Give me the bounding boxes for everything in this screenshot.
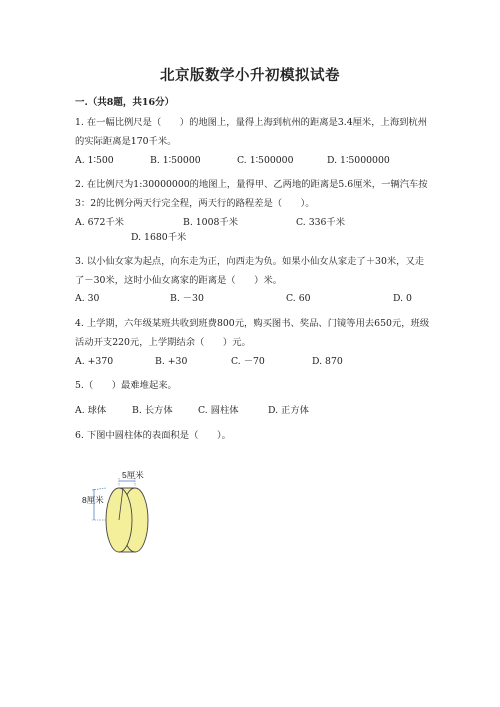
page-title: 北京版数学小升初模拟试卷	[160, 67, 340, 84]
height-label: 8厘米	[82, 495, 104, 505]
question-4: 4. 上学期，六年级某班共收到班费800元，购买图书、奖品、门镜等用去650元，班级活动开支220元，上学期结余（ ）元。	[75, 318, 430, 348]
question-6: 6. 下图中圆柱体的表面积是（ ）。	[75, 430, 231, 441]
section-heading: 一.（共8题，共16分）	[75, 97, 175, 108]
question-2: 2. 在比例尺为1:30000000的地图上，量得甲、乙两地的距离是5.6厘米，一辆汽车按3：2的比例分两天行完全程，两天行的路程差是（ ）。	[75, 179, 428, 209]
option-d[interactable]: D. 0	[393, 293, 412, 304]
option-d[interactable]: D. 正方体	[268, 405, 309, 416]
option-b[interactable]: B. 1008千米	[183, 217, 238, 228]
option-d[interactable]: D. 1∶5000000	[327, 155, 390, 166]
option-a[interactable]: A. 30	[75, 293, 100, 304]
option-a[interactable]: A. 1∶500	[75, 155, 114, 166]
option-b[interactable]: B. 1∶50000	[150, 155, 201, 166]
option-c[interactable]: C. 1∶500000	[237, 155, 294, 166]
question-1: 1. 在一幅比例尺是（ ）的地图上，量得上海到杭州的距离是3.4厘米，上海到杭州的实际距离是170千米。	[75, 117, 428, 147]
option-a[interactable]: A. 672千米	[75, 217, 124, 228]
question-5: 5.（ ）最难堆起来。	[75, 380, 177, 391]
option-b[interactable]: B. +30	[155, 356, 188, 367]
option-a[interactable]: A. +370	[75, 356, 114, 367]
option-d[interactable]: D. 1680千米	[131, 232, 187, 243]
question-3: 3. 以小仙女家为起点，向东走为正，向西走为负。如果小仙女从家走了＋30米，又走了－30米，这时小仙女离家的距离是（ ）米。	[75, 256, 425, 286]
option-c[interactable]: C. 60	[286, 293, 311, 304]
cylinder-figure	[80, 465, 170, 565]
option-a[interactable]: A. 球体	[75, 405, 107, 416]
option-c[interactable]: C. 336千米	[296, 217, 346, 228]
option-c[interactable]: C. 圆柱体	[198, 405, 239, 416]
option-b[interactable]: B. 长方体	[132, 405, 173, 416]
option-d[interactable]: D. 870	[312, 356, 343, 367]
option-c[interactable]: C. －70	[231, 356, 265, 367]
radius-label: 5厘米	[122, 470, 144, 480]
option-b[interactable]: B. －30	[170, 293, 204, 304]
